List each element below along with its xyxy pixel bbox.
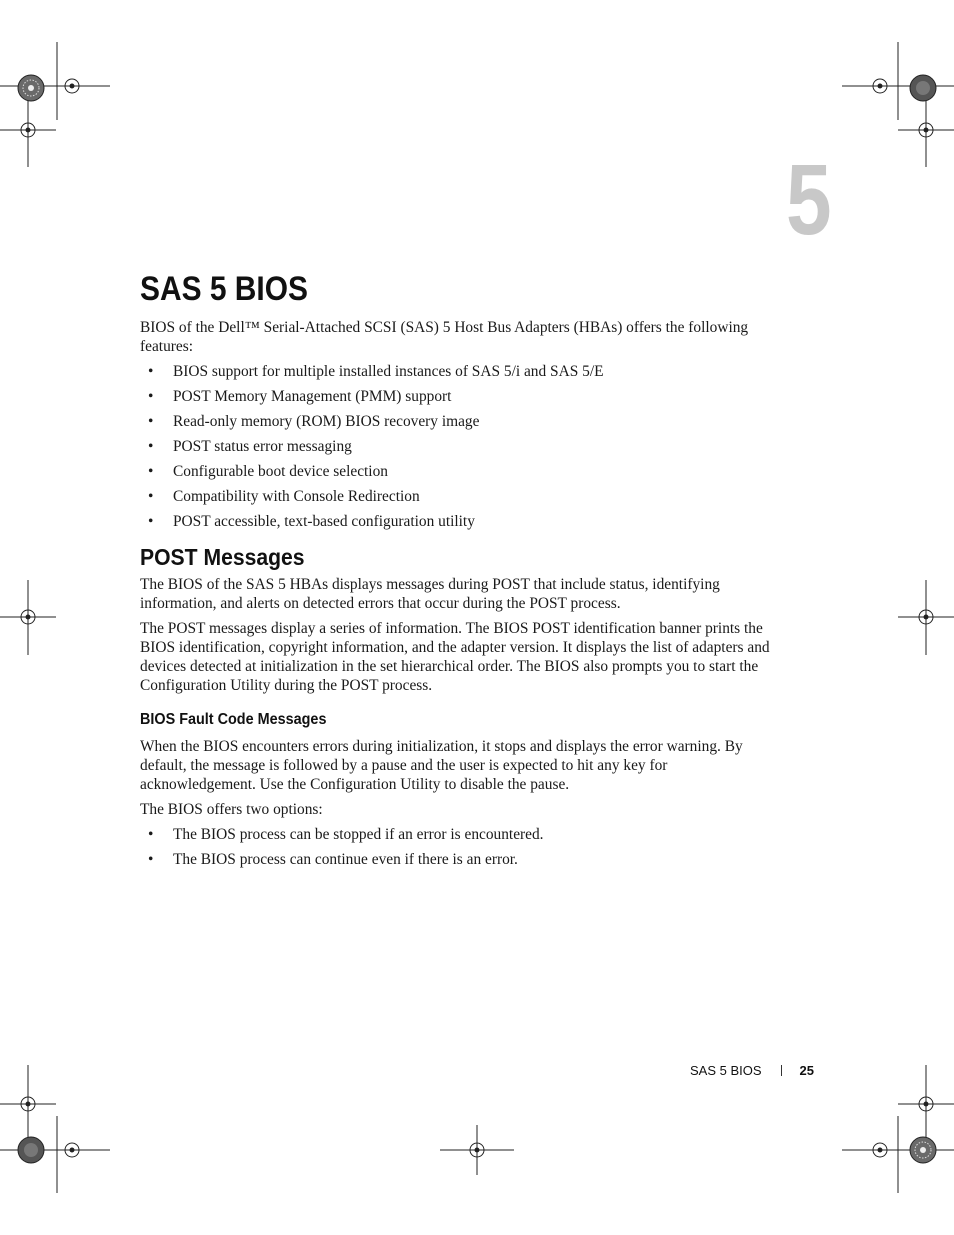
- page-content: [140, 262, 780, 875]
- footer-divider: [781, 1065, 782, 1076]
- list-item: • The BIOS process can continue even if there is an error.: [140, 850, 780, 869]
- post-messages-paragraph-1: The BIOS of the SAS 5 HBAs displays messages during POST that include status, identifying information, and alerts on detected errors that occur during the POST process.: [140, 576, 720, 612]
- list-item: • POST status error messaging: [140, 437, 780, 456]
- intro-paragraph: BIOS of the Dell™ Serial-Attached SCSI (SAS) 5 Host Bus Adapters (HBAs) offers the following features:: [140, 319, 749, 355]
- list-item: • Compatibility with Console Redirection: [140, 487, 780, 506]
- subsection-heading-fault-codes: BIOS Fault Code Messages: [140, 711, 327, 728]
- options-list: [140, 825, 780, 869]
- page-number: 25: [799, 1062, 814, 1078]
- feature-list: [140, 362, 780, 531]
- page-footer: [690, 1061, 814, 1079]
- list-item: • BIOS support for multiple installed instances of SAS 5/i and SAS 5/E: [140, 362, 780, 381]
- footer-section-title: SAS 5 BIOS: [689, 1062, 762, 1078]
- chapter-number: 5: [786, 144, 830, 256]
- post-messages-paragraph-2: The POST messages display a series of information. The BIOS POST identification banner prints the BIOS identification, copyright information, and the adapter version. It displays the list of adapters and devices detected at initialization in the set hierarchical order. The BIOS also prompts you to start the Configuration Utility during the POST process.: [140, 620, 770, 694]
- list-item: • Configurable boot device selection: [140, 462, 780, 481]
- fault-codes-paragraph-2: The BIOS offers two options:: [140, 801, 323, 818]
- section-heading-post-messages: POST Messages: [140, 544, 305, 570]
- chapter-title: SAS 5 BIOS: [140, 270, 308, 308]
- list-item: • POST accessible, text-based configuration utility: [140, 512, 780, 531]
- list-item: • POST Memory Management (PMM) support: [140, 387, 780, 406]
- fault-codes-paragraph-1: When the BIOS encounters errors during initialization, it stops and displays the error warning. By default, the message is followed by a pause and the user is expected to hit any key for acknowledgement. Use the Configuration Utility to disable the pause.: [140, 738, 743, 793]
- list-item: • Read-only memory (ROM) BIOS recovery image: [140, 412, 780, 431]
- list-item: • The BIOS process can be stopped if an error is encountered.: [140, 825, 780, 844]
